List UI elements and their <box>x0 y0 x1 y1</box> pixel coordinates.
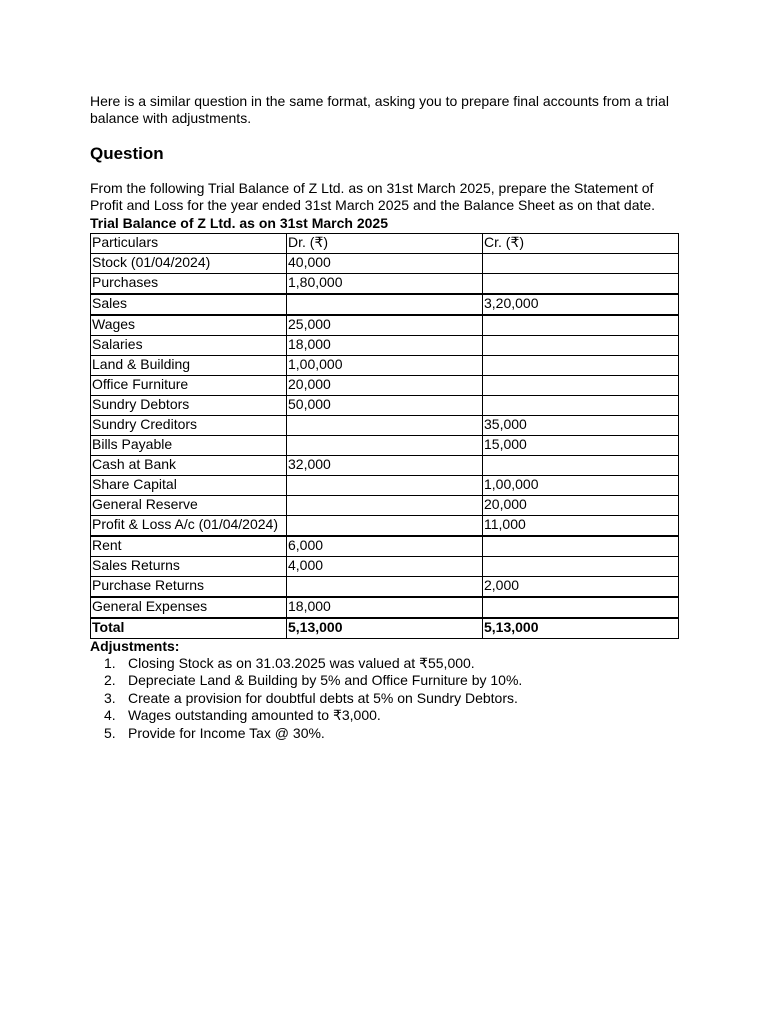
cell-particulars: Sundry Debtors <box>91 396 287 416</box>
header-particulars: Particulars <box>91 234 287 254</box>
table-row <box>91 597 679 618</box>
table-row <box>91 274 679 295</box>
table-header-row <box>91 234 679 254</box>
table-row <box>91 516 679 537</box>
cell-credit: 1,00,000 <box>483 476 679 496</box>
table-row <box>91 315 679 336</box>
adjustment-number: 3. <box>104 689 116 706</box>
cell-credit <box>483 274 679 295</box>
cell-credit: 2,000 <box>483 577 679 598</box>
intro-paragraph: Here is a similar question in the same format, asking you to prepare final accounts from a trial balance with adjustments. <box>90 93 669 126</box>
cell-debit: 20,000 <box>287 376 483 396</box>
adjustment-number: 4. <box>104 707 116 724</box>
table-row <box>91 557 679 577</box>
adjustments-list <box>90 655 522 742</box>
cell-credit: 3,20,000 <box>483 294 679 315</box>
cell-particulars: Profit & Loss A/c (01/04/2024) <box>91 516 287 537</box>
table-row <box>91 376 679 396</box>
cell-particulars: Wages <box>91 315 287 336</box>
cell-debit <box>287 436 483 456</box>
cell-credit <box>483 396 679 416</box>
cell-particulars: Office Furniture <box>91 376 287 396</box>
cell-credit: 11,000 <box>483 516 679 537</box>
cell-debit: 18,000 <box>287 336 483 356</box>
cell-credit: 20,000 <box>483 496 679 516</box>
adjustment-text: Create a provision for doubtful debts at 5% on Sundry Debtors. <box>128 689 518 706</box>
adjustment-number: 1. <box>104 655 116 671</box>
cell-debit: 18,000 <box>287 597 483 618</box>
cell-debit <box>287 577 483 598</box>
cell-debit: 1,80,000 <box>287 274 483 295</box>
trial-balance-title: Trial Balance of Z Ltd. as on 31st March 2025 <box>90 215 388 231</box>
cell-credit <box>483 254 679 274</box>
cell-credit: 15,000 <box>483 436 679 456</box>
cell-debit <box>287 476 483 496</box>
adjustment-item <box>90 672 522 689</box>
table-row <box>91 396 679 416</box>
cell-credit <box>483 315 679 336</box>
table-row <box>91 294 679 315</box>
cell-debit: 25,000 <box>287 315 483 336</box>
cell-credit <box>483 376 679 396</box>
cell-credit <box>483 536 679 557</box>
table-row <box>91 336 679 356</box>
cell-debit: 32,000 <box>287 456 483 476</box>
table-row <box>91 254 679 274</box>
table-row <box>91 456 679 476</box>
cell-particulars: Sales <box>91 294 287 315</box>
cell-particulars: Purchases <box>91 274 287 295</box>
header-credit: Cr. (₹) <box>483 234 679 254</box>
total-label: Total <box>91 618 287 639</box>
cell-particulars: Share Capital <box>91 476 287 496</box>
adjustment-item <box>90 725 522 742</box>
cell-credit <box>483 356 679 376</box>
cell-particulars: Rent <box>91 536 287 557</box>
question-paragraph: From the following Trial Balance of Z Ltd. as on 31st March 2025, prepare the Statement of Profit and Loss for the year ended 31st March 2025 and the Balance Sheet as on that date. <box>90 180 656 213</box>
table-row <box>91 436 679 456</box>
adjustment-item <box>90 655 522 672</box>
cell-debit: 40,000 <box>287 254 483 274</box>
adjustment-text: Wages outstanding amounted to ₹3,000. <box>128 707 381 724</box>
cell-credit <box>483 557 679 577</box>
adjustment-text: Provide for Income Tax @ 30%. <box>128 724 325 741</box>
cell-debit <box>287 294 483 315</box>
cell-particulars: Cash at Bank <box>91 456 287 476</box>
cell-debit: 50,000 <box>287 396 483 416</box>
question-heading: Question <box>90 144 164 163</box>
table-row <box>91 496 679 516</box>
cell-particulars: Salaries <box>91 336 287 356</box>
cell-particulars: Purchase Returns <box>91 577 287 598</box>
cell-credit <box>483 456 679 476</box>
cell-debit: 4,000 <box>287 557 483 577</box>
cell-credit: 35,000 <box>483 416 679 436</box>
cell-credit <box>483 336 679 356</box>
table-row <box>91 476 679 496</box>
table-row <box>91 416 679 436</box>
total-credit: 5,13,000 <box>483 618 679 639</box>
cell-particulars: General Reserve <box>91 496 287 516</box>
cell-debit <box>287 496 483 516</box>
trial-balance-table <box>90 233 679 639</box>
header-debit: Dr. (₹) <box>287 234 483 254</box>
adjustments-title: Adjustments: <box>90 638 180 654</box>
cell-particulars: Sundry Creditors <box>91 416 287 436</box>
table-row <box>91 356 679 376</box>
table-total-row <box>91 618 679 639</box>
cell-debit <box>287 416 483 436</box>
adjustment-item <box>90 707 522 724</box>
cell-particulars: Sales Returns <box>91 557 287 577</box>
cell-particulars: General Expenses <box>91 597 287 618</box>
adjustment-number: 5. <box>104 724 116 741</box>
cell-credit <box>483 597 679 618</box>
cell-particulars: Bills Payable <box>91 436 287 456</box>
total-debit: 5,13,000 <box>287 618 483 639</box>
cell-particulars: Stock (01/04/2024) <box>91 254 287 274</box>
table-row <box>91 577 679 598</box>
adjustment-text: Depreciate Land & Building by 5% and Office Furniture by 10%. <box>128 672 523 689</box>
adjustment-number: 2. <box>104 672 116 689</box>
adjustment-item <box>90 690 522 707</box>
cell-particulars: Land & Building <box>91 356 287 376</box>
cell-debit: 6,000 <box>287 536 483 557</box>
cell-debit: 1,00,000 <box>287 356 483 376</box>
adjustment-text: Closing Stock as on 31.03.2025 was valued at ₹55,000. <box>128 655 475 671</box>
table-row <box>91 536 679 557</box>
cell-debit <box>287 516 483 537</box>
